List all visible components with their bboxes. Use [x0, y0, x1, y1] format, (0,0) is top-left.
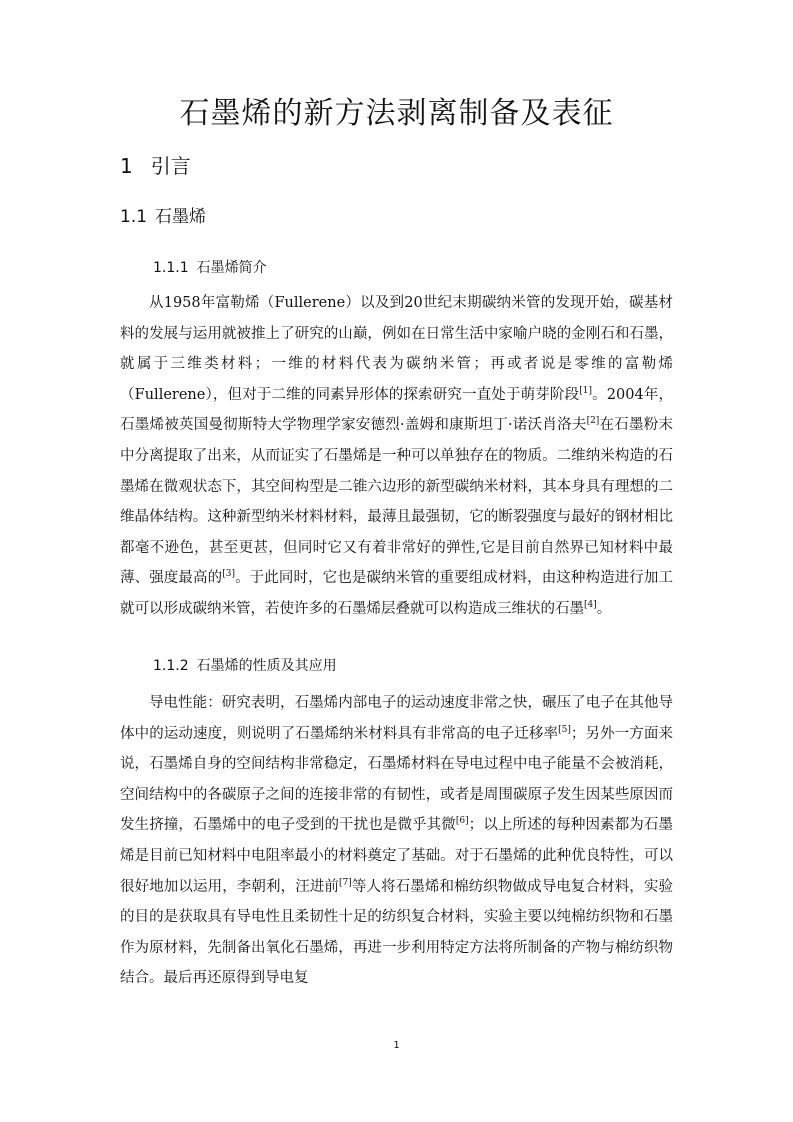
text-run: 。于此同时，它也是碳纳米管的重要组成材料，由这种构造进行加工就可以形成碳纳米管，若使许多的石墨烯层叠就可以构造成三维状的石墨: [120, 570, 674, 617]
section-number: 1: [120, 154, 133, 178]
text-run: ；另外一方面来说，石墨烯自身的空间结构非常稳定，石墨烯材料在导电过程中电子能量不会被消耗，空间结构中的各碳原子之间的连接非常的有韧性，或者是周围碳原子发生因某些原因而发生挤撞，石墨烯中的电子受到的干扰也是微乎其微: [120, 725, 673, 834]
document-title: 石墨烯的新方法剥离制备及表征: [179, 96, 614, 131]
text-run: 。: [596, 600, 612, 617]
text-run: 从1958年富勒烯（Fullerene）以及到20世纪末期碳纳米管的发现开始，碳基材料的发展与运用就被推上了研究的山巅，例如在日常生活中家喻户晓的金刚石和石墨，就属于三维类材料；一维的材料代表为碳纳米管；再或者说是零维的富勒烯（Fullerene），但对于二维的同素异形体的探索研究一直处于萌芽阶段: [120, 295, 673, 403]
section-heading-1-1: [120, 202, 206, 227]
citation-ref: [3]: [222, 569, 235, 580]
citation-ref: [7]: [339, 877, 352, 888]
citation-ref: [4]: [584, 600, 597, 611]
citation-ref: [1]: [579, 385, 592, 396]
section-heading-1: [120, 150, 191, 179]
text-run: 在石墨粉末中分离提取了出来，从而证实了石墨烯是一种可以单独存在的物质。二维纳米构造的石墨烯在微观状态下，其空间构型是二锥六边形的新型碳纳米材料，其本身具有理想的二维晶体结构。这种新型纳米材料材料，最薄且最强韧，它的断裂强度与最好的钢材相比都毫不逊色，甚至更甚，但同时它又有着非常好的弹性,它是目前自然界已知材料中最薄、强度最高的: [120, 417, 674, 587]
section-title: 石墨烯的性质及其应用: [196, 658, 337, 674]
citation-ref: [2]: [586, 416, 600, 427]
section-heading-1-1-2: [153, 655, 337, 675]
citation-ref: [6]: [455, 816, 469, 827]
section-number: 1.1: [120, 207, 148, 227]
text-run: 等人将石墨烯和棉纺织物做成导电复合材料，实验的目的是获取具有导电性且柔韧性十足的纺织复合材料，实验主要以纯棉纺织物和石墨作为原材料，先制备出氧化石墨烯，再进一步利用特定方法将所制备的产物与棉纺织物结合。最后再还原得到导电复: [120, 878, 674, 987]
section-title: 石墨烯: [155, 207, 207, 227]
text-run: 导电性能：研究表明，石墨烯内部电子的运动速度非常之快，碾压了电子在其他导体中的运动速度，则说明了石墨烯纳米材料具有非常高的电子迁移率: [120, 695, 673, 742]
citation-ref: [5]: [558, 724, 571, 735]
section-number: 1.1.1: [153, 260, 189, 276]
text-run: ；以上所述的每种因素都为石墨烯是目前已知材料中电阻率最小的材料奠定了基础。对于石墨烯的此种优良特性，可以很好地加以运用，李朝利，汪进前: [120, 817, 674, 895]
paragraph-conductivity: [120, 688, 673, 994]
section-number: 1.1.2: [153, 658, 189, 674]
paragraph-intro: [120, 288, 673, 625]
section-title: 引言: [150, 154, 191, 178]
text-run: 。2004年，石墨烯被英国曼彻斯特大学物理学家安德烈·盖姆和康斯坦丁·诺沃肖洛夫: [120, 386, 673, 434]
section-heading-1-1-1: [153, 257, 267, 277]
page-number: 1: [393, 1040, 400, 1051]
section-title: 石墨烯简介: [196, 260, 267, 276]
